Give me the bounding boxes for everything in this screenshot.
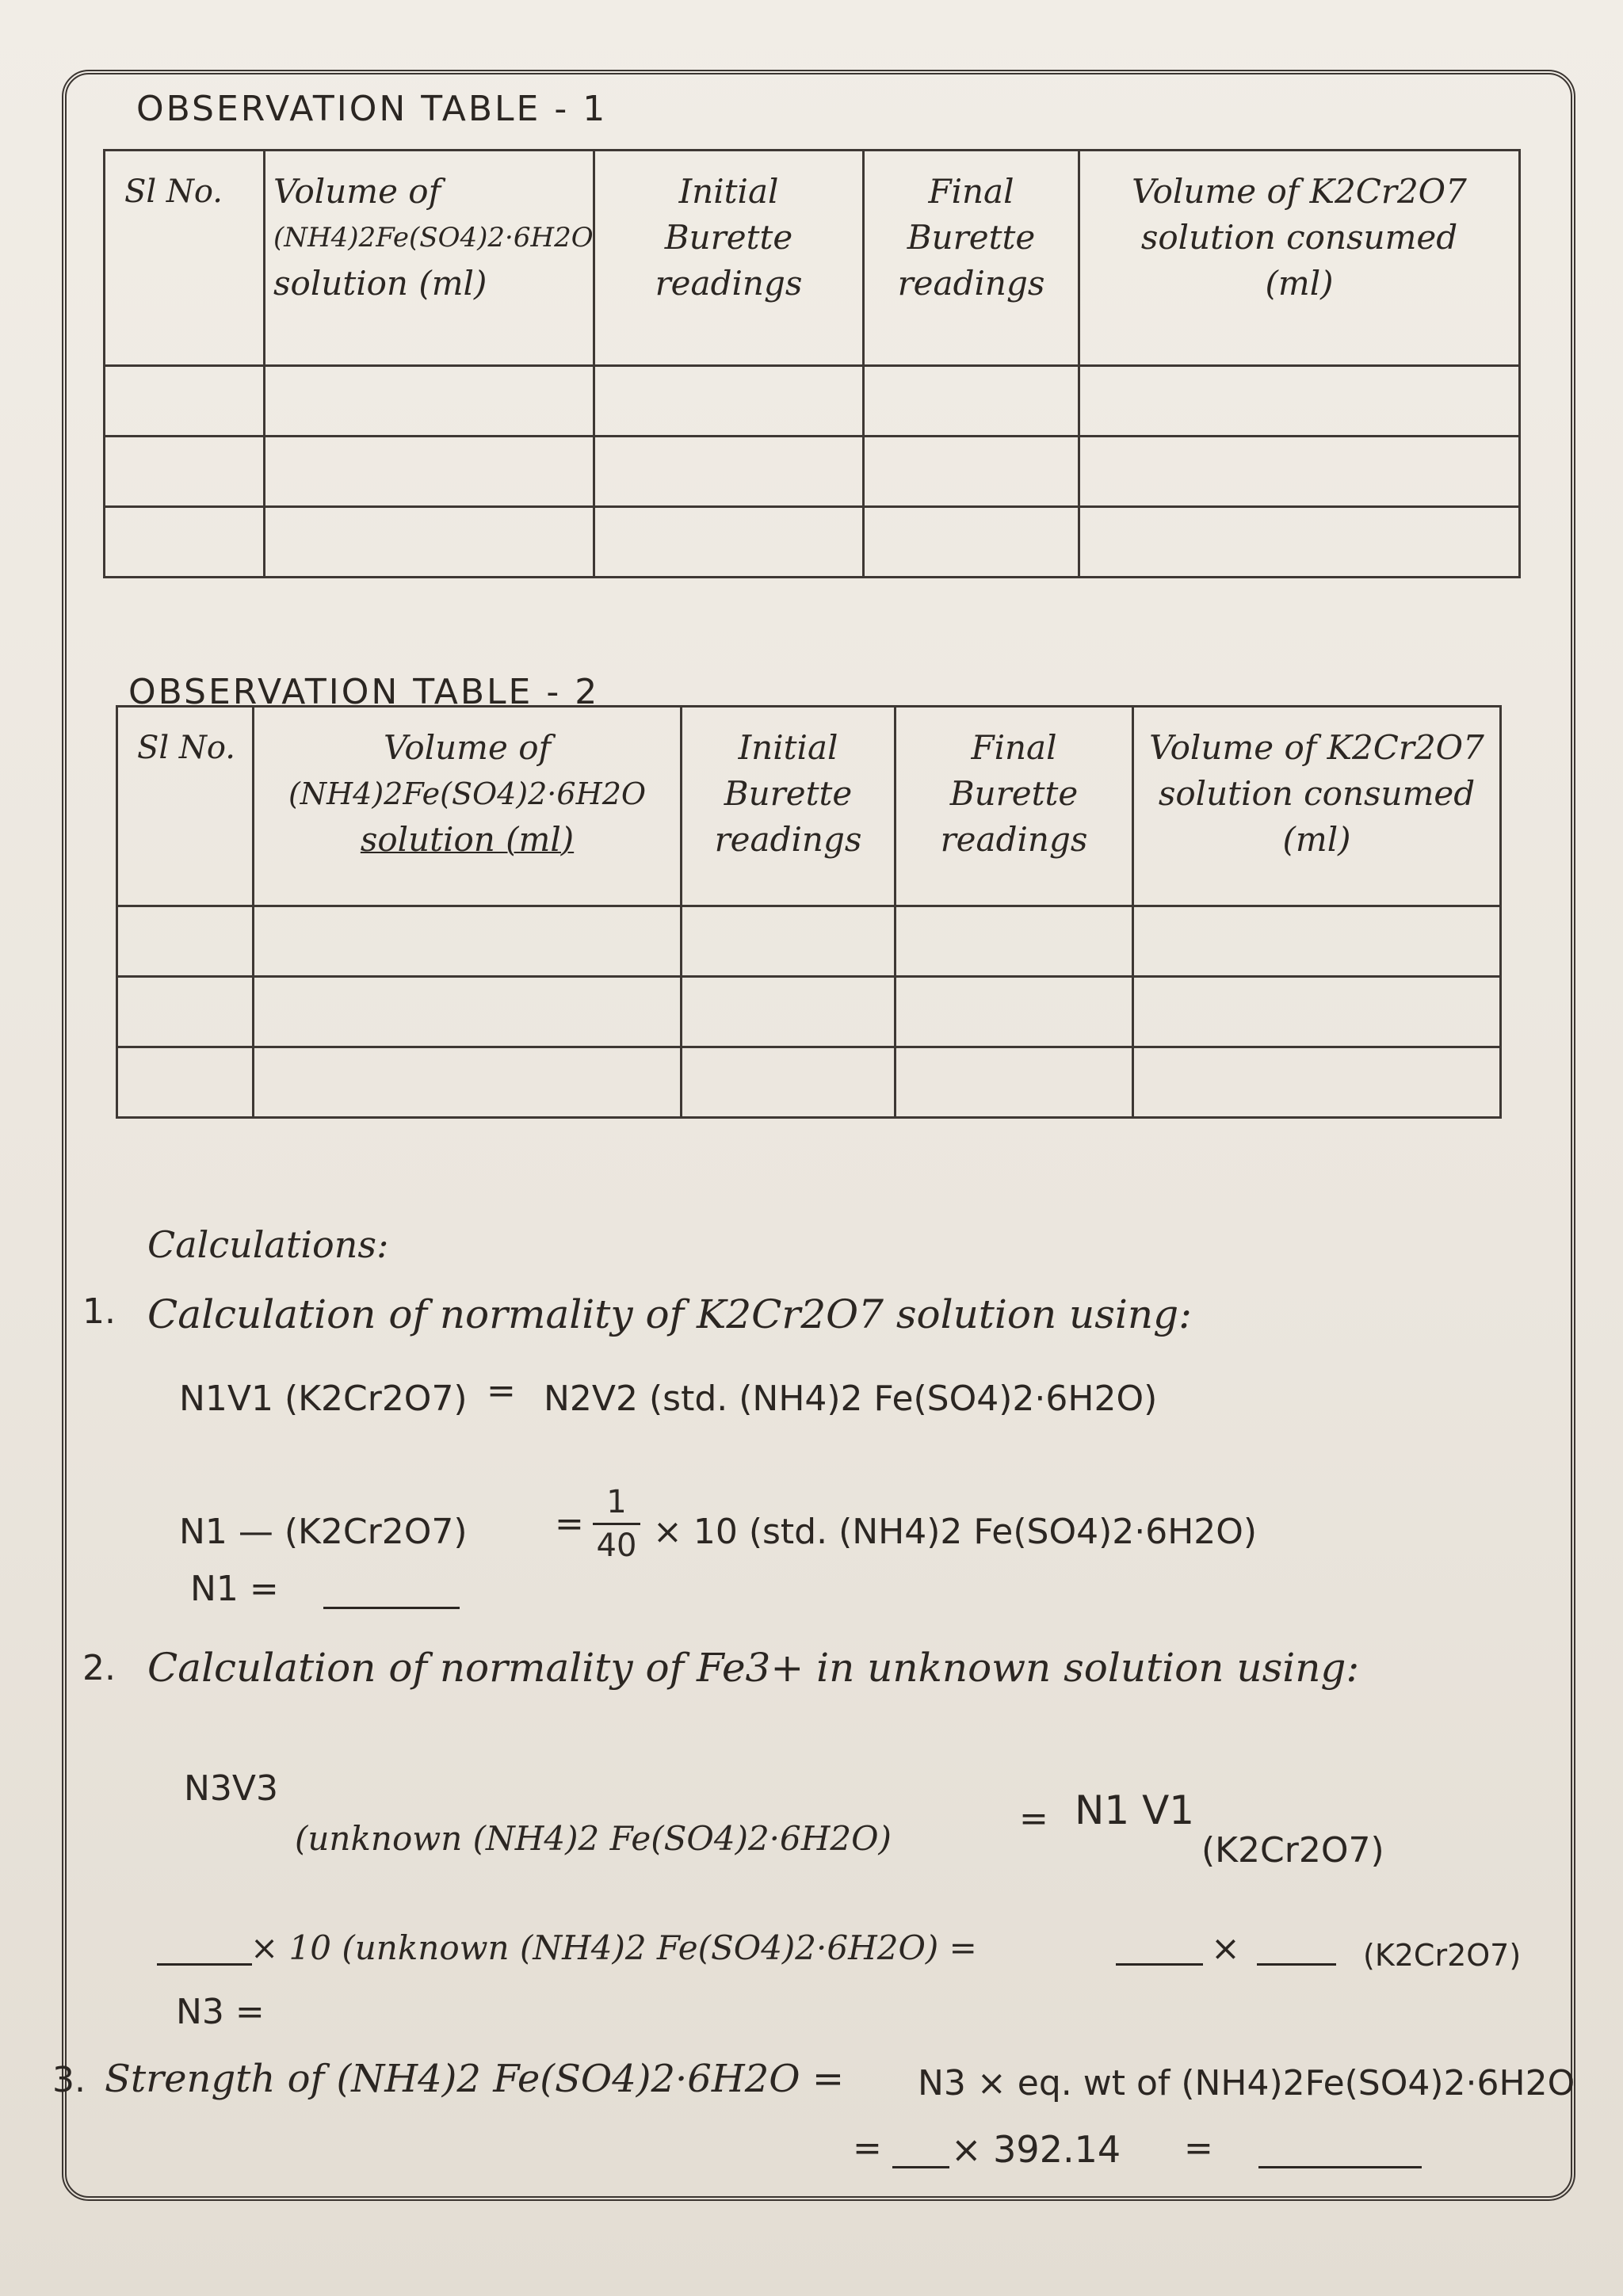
header-line: Volume of K2Cr2O7 [1149,728,1484,767]
table-cell[interactable] [254,977,682,1047]
header-volume-solution [254,707,682,906]
table-header-row [105,151,1520,366]
table-cell[interactable] [682,977,896,1047]
v3-blank[interactable] [157,1963,252,1966]
header-volume-consumed [1079,151,1520,366]
equation-1-lhs: N1V1 (K2Cr2O7) [179,1379,468,1419]
table-cell[interactable] [896,1047,1133,1118]
table-row [105,437,1520,507]
equation-2-lhs: N1 — (K2Cr2O7) [179,1512,468,1552]
table-cell[interactable] [864,507,1079,578]
header-line: Burette [907,218,1036,257]
table-row [105,507,1520,578]
strength-result-blank[interactable] [1258,2166,1422,2168]
table-cell[interactable] [896,906,1133,977]
table-row [117,977,1501,1047]
v1-fill-blank[interactable] [1257,1963,1336,1966]
step3-line2-mid: × 392.14 [951,2128,1121,2171]
header-line: readings [940,820,1088,859]
table-cell[interactable] [105,507,265,578]
n1-fill-blank[interactable] [1116,1963,1203,1966]
header-line: Final [971,728,1057,767]
table-cell[interactable] [594,437,864,507]
equation-3-equals: = [1019,1798,1048,1839]
n3-result: N3 = [176,1992,265,2032]
table-row [117,906,1501,977]
header-line: Volume of [273,172,441,211]
n3-fill-blank[interactable] [892,2166,949,2168]
step3-line2-equals-2: = [1184,2128,1213,2168]
step-number: 3. [52,2060,86,2100]
table-cell[interactable] [117,977,254,1047]
equation-4-lhs: × 10 (unknown (NH4)2 Fe(SO4)2·6H2O) = [250,1928,977,1967]
header-line: Initial [738,728,838,767]
table-cell[interactable] [254,906,682,977]
n1-blank[interactable] [323,1607,460,1609]
header-line: Burette [664,218,793,257]
header-initial-readings [682,707,896,906]
fraction-numerator: 1 [593,1482,640,1525]
equation-3-rhs-sub: (K2Cr2O7) [1201,1830,1384,1871]
table2-title: OBSERVATION TABLE - 2 [128,672,600,712]
table-cell[interactable] [864,366,1079,437]
equation-3-mid: (unknown (NH4)2 Fe(SO4)2·6H2O) [295,1819,892,1858]
header-line: readings [655,264,803,303]
equation-1-equals: = [487,1371,516,1411]
header-line: (NH4)2Fe(SO4)2·6H2O [273,222,594,254]
table-cell[interactable] [682,1047,896,1118]
header-line: Burette [949,774,1079,813]
table-header-row [117,707,1501,906]
header-volume-consumed [1133,707,1501,906]
equation-1-rhs: N2V2 (std. (NH4)2 Fe(SO4)2·6H2O) [544,1379,1158,1419]
table-cell[interactable] [265,437,594,507]
table-cell[interactable] [265,507,594,578]
table-cell[interactable] [1079,366,1520,437]
table-cell[interactable] [682,906,896,977]
header-final-readings [896,707,1133,906]
header-line: Final [928,172,1014,211]
step3-text: Strength of (NH4)2 Fe(SO4)2·6H2O = [105,2057,845,2101]
header-line: solution (ml) [273,264,487,303]
header-line: Volume of [383,728,552,767]
step-number: 2. [82,1648,116,1688]
header-sl-no: Sl No. [105,151,265,366]
table-cell[interactable] [896,977,1133,1047]
table-cell[interactable] [594,507,864,578]
header-line: Volume of K2Cr2O7 [1132,172,1467,211]
table-row [117,1047,1501,1118]
header-line: Initial [678,172,779,211]
step-number: 1. [82,1291,116,1332]
header-line: solution consumed [1158,774,1476,813]
header-line: (NH4)2Fe(SO4)2·6H2O [288,776,647,811]
header-line: Burette [724,774,853,813]
fraction [593,1482,640,1566]
table-cell[interactable] [117,906,254,977]
equation-3-lhs: N3V3 [184,1768,279,1809]
table-cell[interactable] [105,366,265,437]
header-line: solution (ml) [360,820,575,859]
step2-text: Calculation of normality of Fe3+ in unknown solution using: [147,1645,1360,1691]
table-cell[interactable] [265,366,594,437]
equation-3-rhs: N1 V1 [1075,1787,1195,1833]
header-line: solution consumed [1140,218,1458,257]
table-cell[interactable] [105,437,265,507]
step3-rhs: N3 × eq. wt of (NH4)2Fe(SO4)2·6H2O [918,2063,1575,2103]
fraction-denominator: 40 [596,1527,637,1564]
header-line: (ml) [1282,820,1351,859]
observation-table-1 [103,149,1521,578]
equation-4-rhs: (K2Cr2O7) [1363,1938,1522,1973]
header-final-readings [864,151,1079,366]
table-cell[interactable] [117,1047,254,1118]
equation-4-times: × [1211,1928,1240,1969]
table-cell[interactable] [864,437,1079,507]
step3-line2-equals: = [853,2128,882,2168]
table-row [105,366,1520,437]
equation-2-equals: = [555,1504,584,1544]
table-cell[interactable] [1133,1047,1501,1118]
step1-text: Calculation of normality of K2Cr2O7 solution using: [147,1291,1192,1337]
table-cell[interactable] [594,366,864,437]
n1-result: N1 = [190,1569,279,1609]
table1-title: OBSERVATION TABLE - 1 [136,89,608,129]
table-cell[interactable] [1079,437,1520,507]
calculations-heading: Calculations: [147,1223,389,1266]
observation-table-2 [116,705,1502,1119]
header-line: (ml) [1265,264,1334,303]
table-cell[interactable] [1133,906,1501,977]
equation-2-rhs: × 10 (std. (NH4)2 Fe(SO4)2·6H2O) [653,1512,1258,1552]
header-line: readings [897,264,1045,303]
header-sl-no: Sl No. [117,707,254,906]
table-cell[interactable] [1079,507,1520,578]
header-line: readings [714,820,862,859]
table-cell[interactable] [1133,977,1501,1047]
header-initial-readings [594,151,864,366]
header-volume-solution [265,151,594,366]
table-cell[interactable] [254,1047,682,1118]
